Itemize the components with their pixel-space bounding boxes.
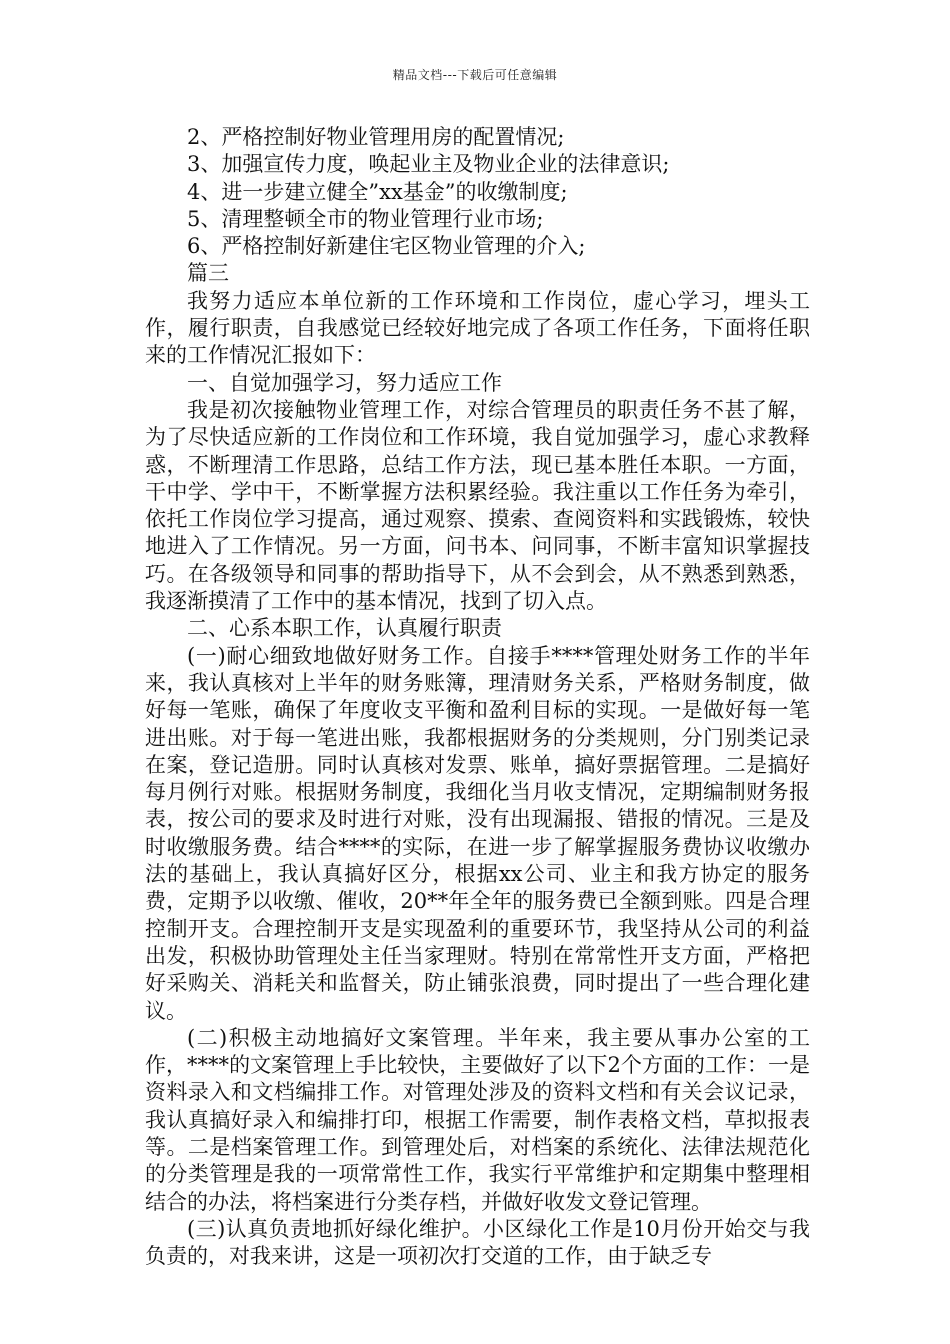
page-header: 精品文档---下载后可任意编辑 <box>392 68 558 82</box>
list-item: 3、加强宣传力度，唤起业主及物业企业的法律意识; <box>187 152 670 177</box>
paragraph: (二)积极主动地搞好文案管理。半年来，我主要从事办公室的工作，****的文案管理上手比较快，主要做好了以下2个方面的工作：一是资料录入和文档编排工作。对管理处涉及的资料文档和有关会议记录，我认真搞好录入和编排打印，根据工作需要，制作表格文档，草拟报表等。二是档案管理工作。到管理处后，对档案的系统化、法律法规范化的分类管理是我的一项常常性工作，我实行平常维护和定期集中整理相结合的办法，将档案进行分类存档，并做好收发文登记管理。 <box>145 1025 810 1214</box>
list-item: 5、清理整顿全市的物业管理行业市场; <box>187 206 544 231</box>
section-heading: 一、自觉加强学习，努力适应工作 <box>187 370 502 395</box>
list-item: 4、进一步建立健全”xx基金”的收缴制度; <box>187 179 568 204</box>
paragraph-intro: 我努力适应本单位新的工作环境和工作岗位，虚心学习，埋头工作，履行职责，自我感觉已经较好地完成了各项工作任务，下面将任职来的工作情况汇报如下： <box>145 288 810 368</box>
list-item: 2、严格控制好物业管理用房的配置情况; <box>187 125 565 149</box>
paragraph: (三)认真负责地抓好绿化维护。小区绿化工作是10月份开始交与我负责的，对我来讲，这是一项初次打交道的工作，由于缺乏专 <box>145 1216 810 1269</box>
paragraph: 我是初次接触物业管理工作，对综合管理员的职责任务不甚了解，为了尽快适应新的工作岗位和工作环境，我自觉加强学习，虚心求教释惑，不断理清工作思路，总结工作方法，现已基本胜任本职。一方面，干中学、学中干，不断掌握方法积累经验。我注重以工作任务为牵引，依托工作岗位学习提高，通过观察、摸索、查阅资料和实践锻炼，较快地进入了工作情况。另一方面，问书本、问同事，不断丰富知识掌握技巧。在各级领导和同事的帮助指导下，从不会到会，从不熟悉到熟悉，我逐渐摸清了工作中的基本情况，找到了切入点。 <box>145 397 810 614</box>
paragraph: (一)耐心细致地做好财务工作。自接手****管理处财务工作的半年来，我认真核对上半年的财务账簿，理清财务关系，严格财务制度，做好每一笔账，确保了年度收支平衡和盈利目标的实现。一是做好每一笔进出账。对于每一笔进出账，我都根据财务的分类规则，分门别类记录在案，登记造册。同时认真核对发票、账单，搞好票据管理。二是搞好每月例行对账。根据财务制度，我细化当月收支情况，定期编制财务报表，按公司的要求及时进行对账，没有出现漏报、错报的情况。三是及时收缴服务费。结合****的实际，在进一步了解掌握服务费协议收缴办法的基础上，我认真搞好区分，根据xx公司、业主和我方协定的服务费，定期予以收缴、催收，20**年全年的服务费已全额到账。四是合理控制开支。合理控制开支是实现盈利的重要环节，我坚持从公司的利益出发，积极协助管理处主任当家理财。特别在常常性开支方面，严格把好采购关、消耗关和监督关，防止铺张浪费，同时提出了一些合理化建议。 <box>145 643 810 1023</box>
section-heading: 篇三 <box>187 261 229 286</box>
section-heading: 二、心系本职工作，认真履行职责 <box>187 616 502 641</box>
list-item: 6、严格控制好新建住宅区物业管理的介入; <box>187 234 586 259</box>
document-body <box>145 124 810 1270</box>
